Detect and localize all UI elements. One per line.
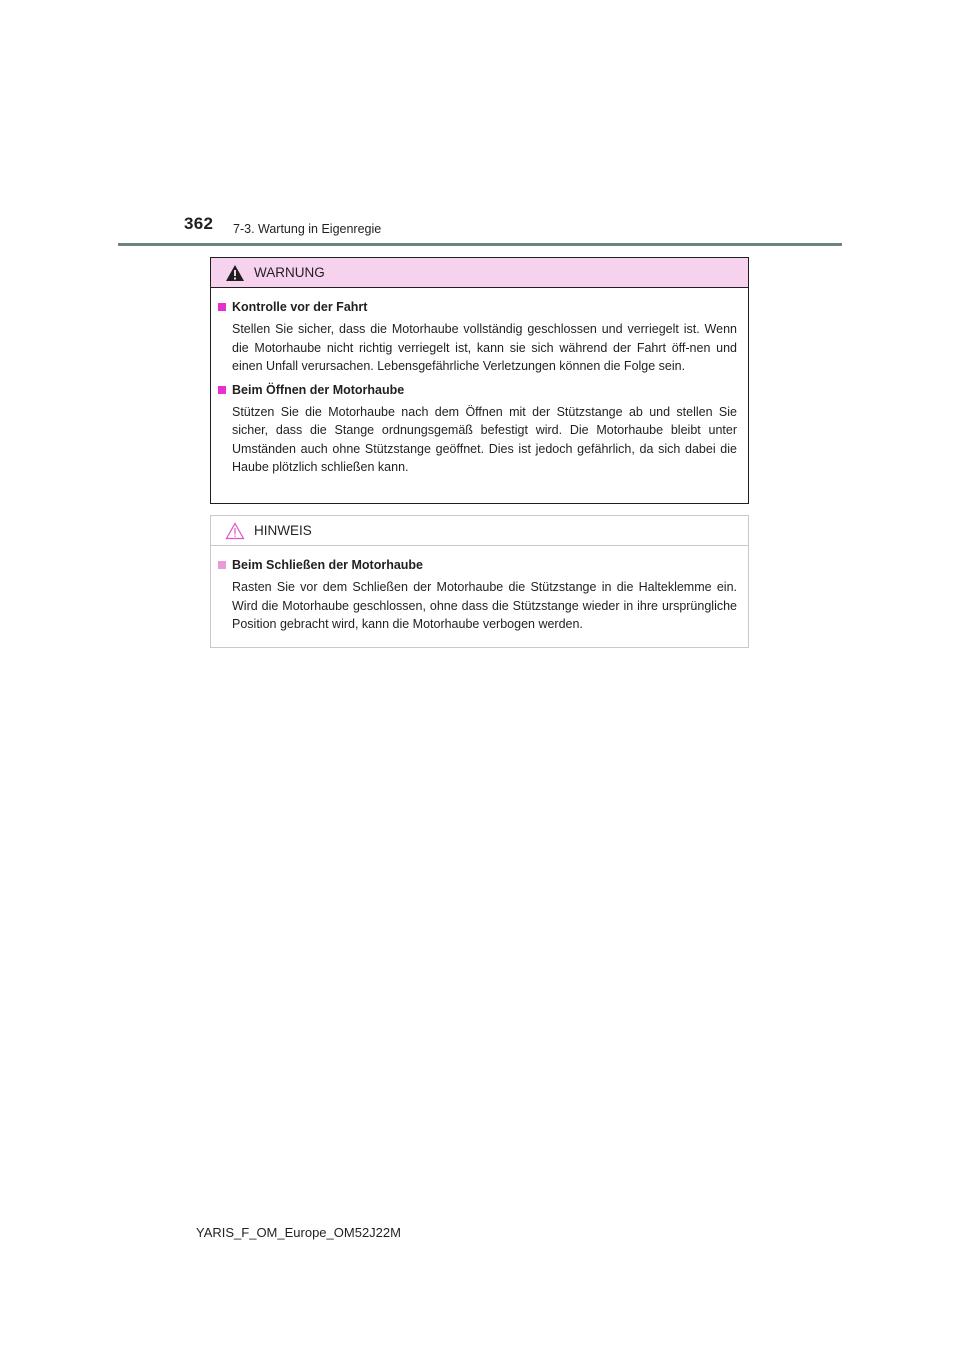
hinweis-item-heading-text: Beim Schließen der Motorhaube bbox=[232, 558, 424, 572]
warning-triangle-icon bbox=[225, 264, 245, 282]
warning-title: WARNUNG bbox=[254, 265, 325, 280]
header-rule bbox=[118, 243, 842, 246]
hinweis-body bbox=[211, 546, 748, 634]
section-title: 7-3. Wartung in Eigenregie bbox=[233, 222, 382, 236]
warning-body bbox=[211, 288, 748, 477]
hinweis-item-heading bbox=[218, 557, 737, 573]
hinweis-item bbox=[218, 557, 737, 634]
warning-item-heading-text: Kontrolle vor der Fahrt bbox=[232, 300, 368, 314]
hinweis-header bbox=[211, 516, 748, 546]
warning-item-text: Stellen Sie sicher, dass die Motorhaube vollständig geschlossen und verriegelt ist. Wenn die Motorhaube nicht richtig verriegelt ist, kann sie sich während der Fahrt öff-nen und einen Unfall verursachen. Lebensgefährliche Verletzungen können die Folge sein. bbox=[232, 322, 737, 373]
warning-item-heading-text: Beim Öffnen der Motorhaube bbox=[232, 382, 405, 397]
hinweis-title: HINWEIS bbox=[254, 523, 312, 538]
warning-item-text: Stützen Sie die Motorhaube nach dem Öffnen mit der Stützstange ab und stellen Sie sicher, dass die Stange ordnungsgemäß befestigt wird. Die Motorhaube bleibt unter Umständen auch ohne Stützstange geöffnet. Dies ist jedoch gefährlich, da sich dabei die Haube plötzlich schließen kann. bbox=[232, 404, 737, 474]
square-bullet-icon bbox=[218, 561, 226, 569]
footer-document-id: YARIS_F_OM_Europe_OM52J22M bbox=[196, 1225, 401, 1240]
square-bullet-icon bbox=[218, 386, 226, 394]
caution-triangle-outline-icon bbox=[225, 522, 245, 540]
warning-item-heading bbox=[218, 382, 737, 398]
hinweis-item-text: Rasten Sie vor dem Schließen der Motorhaube die Stützstange in die Halteklemme ein. Wird die Motorhaube geschlossen, ohne dass die Stützstange wieder in ihre ursprüngliche Position gebracht wird, kann die Motorhaube verbogen werden. bbox=[232, 580, 737, 631]
warning-box bbox=[210, 257, 749, 504]
page-number: 362 bbox=[184, 214, 214, 233]
hinweis-box bbox=[210, 515, 749, 648]
warning-item-heading bbox=[218, 299, 737, 315]
warning-item bbox=[218, 299, 737, 376]
warning-header bbox=[211, 258, 748, 288]
warning-item bbox=[218, 382, 737, 477]
square-bullet-icon bbox=[218, 303, 226, 311]
